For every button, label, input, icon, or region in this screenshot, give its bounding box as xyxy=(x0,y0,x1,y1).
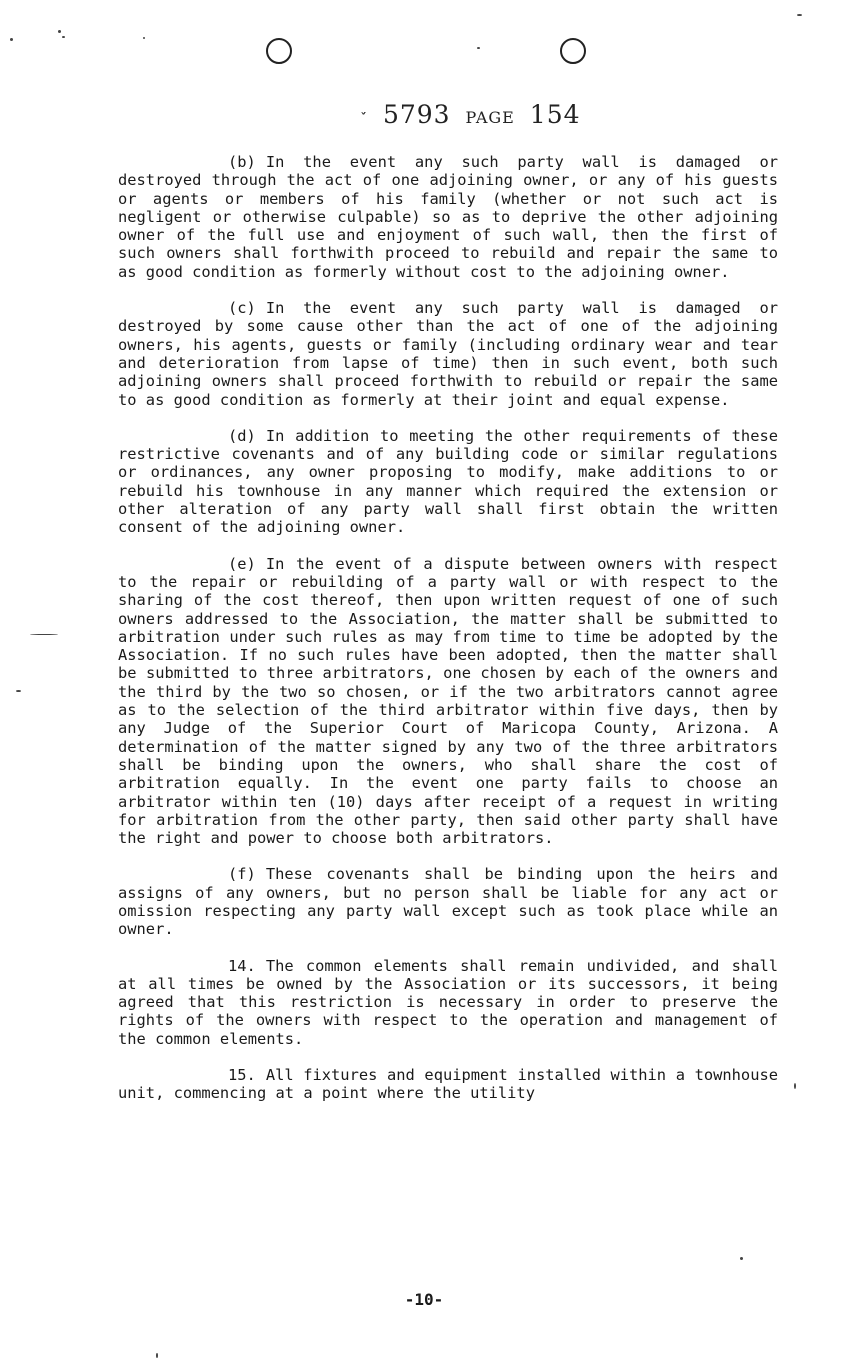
paragraph-label: (e) xyxy=(228,554,256,573)
speck xyxy=(62,36,65,38)
speck xyxy=(794,1083,796,1089)
document-body xyxy=(118,153,778,1121)
section-label: 15. xyxy=(228,1066,256,1085)
section-text: All fixtures and equipment installed within a townhouse unit, commencing at a point where the utility xyxy=(118,1066,778,1103)
section-label: 14. xyxy=(228,956,256,975)
docket-header xyxy=(360,100,581,129)
section-14 xyxy=(118,957,778,1048)
paragraph-e xyxy=(118,555,778,848)
paragraph-text: In the event any such party wall is damaged or destroyed through the act of one adjoining owner, or any of his guests or agents or members of his family (whether or not such act is negligent or otherwise culpable) so as to deprive the other adjoining owner of the full use and enjoyment of such wall, then the first of such owners shall forthwith proceed to rebuild and repair the same to as good condition as formerly without cost to the adjoining owner. xyxy=(118,153,778,281)
punch-hole-left xyxy=(266,38,292,64)
paragraph-label: (d) xyxy=(228,426,256,445)
paragraph-text: In addition to meeting the other requirements of these restrictive covenants and of any building code or similar regulations or ordinances, any owner proposing to modify, make additions to or rebuild his townhouse in any manner which required the extension or other alteration of any party wall shall first obtain the written consent of the adjoining owner. xyxy=(118,426,778,537)
docket-number: 5793 xyxy=(382,100,451,129)
speck xyxy=(58,30,61,33)
paragraph-text: These covenants shall be binding upon the heirs and assigns of any owners, but no person shall be liable for any act or omission respecting any party wall except such as took place while an owner. xyxy=(118,865,778,939)
speck xyxy=(16,690,21,692)
page-number-footer: -10- xyxy=(404,1290,444,1309)
paragraph-text: In the event of a dispute between owners with respect to the repair or rebuilding of a party wall or with respect to the sharing of the cost thereof, then upon written request of one of such owners addressed to the Association, the matter shall be submitted to arbitration under such rules as may from time to time be adopted by the Association. If no such rules have been adopted, then the matter shall be submitted to three arbitrators, one chosen by each of the owners and the third by the two so chosen, or if the two arbitrators cannot agree as to the selection of the third arbitrator within five days, then by any Judge of the Superior Court of Maricopa County, Arizona. A determination of the matter signed by any two of the three arbitrators shall be binding upon the owners, who shall share the cost of arbitration equally. In the event one party fails to choose an arbitrator within ten (10) days after receipt of a request in writing for arbitration from the other party, then said other party shall have the right and power to choose both arbitrators. xyxy=(118,554,778,848)
paragraph-text: In the event any such party wall is damaged or destroyed by some cause other than the act of one of the adjoining owners, his agents, guests or family (including ordinary wear and tear and deterioration from lapse of time) then in such event, both such adjoining owners shall proceed forthwith to rebuild or repair the same to as good condition as formerly at their joint and equal expense. xyxy=(118,299,778,409)
paragraph-c xyxy=(118,299,778,409)
speck xyxy=(477,47,480,49)
docket-page-label: PAGE xyxy=(465,108,515,127)
docket-page-number: 154 xyxy=(529,100,581,129)
speck xyxy=(797,14,802,16)
speck xyxy=(10,38,13,41)
speck xyxy=(30,634,58,635)
paragraph-label: (c) xyxy=(228,299,256,318)
paragraph-label: (b) xyxy=(228,153,256,171)
speck xyxy=(156,1353,158,1358)
punch-hole-right xyxy=(560,38,586,64)
paragraph-f xyxy=(118,865,778,938)
section-15 xyxy=(118,1066,778,1103)
speck xyxy=(143,37,145,39)
speck xyxy=(740,1257,743,1260)
paragraph-d xyxy=(118,427,778,537)
paragraph-label: (f) xyxy=(228,865,256,884)
section-text: The common elements shall remain undivided, and shall at all times be owned by the Association or its successors, it being agreed that this restriction is necessary in order to preserve the rights of the owners with respect to the operation and management of the common elements. xyxy=(118,956,778,1048)
paragraph-b xyxy=(118,153,778,281)
docket-prefix: ˇ́ xyxy=(360,111,368,127)
